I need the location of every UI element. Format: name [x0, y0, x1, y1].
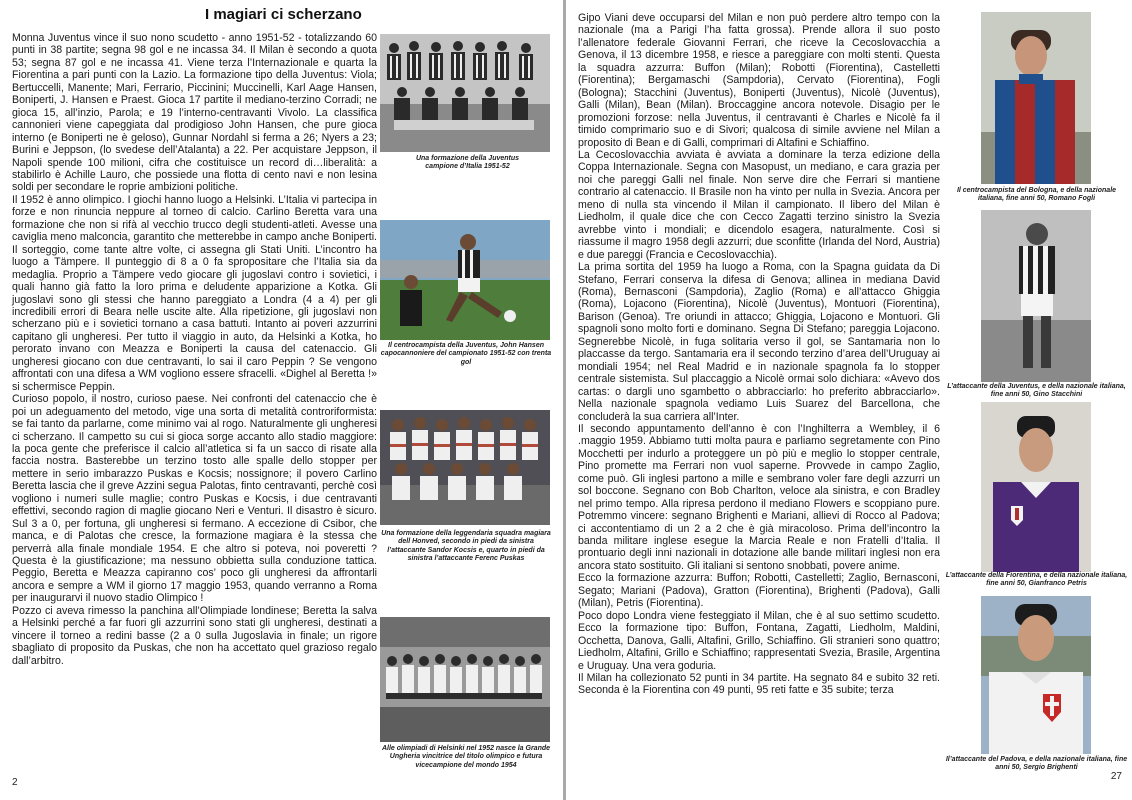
honved-team-photo [380, 410, 550, 525]
paragraph: Monna Juventus vince il suo nono scudetto - anno 1951-52 - totalizzando 60 punti in 38 partite; segna 98 gol e ne incassa 34. Il Milan è secondo a quota 53; segna 87 gol e ne incassa 41. Viene terza l’Internazionale e quarta la Fiorentina a pari punti con la Lazio. La formazione tipo della Juventus: Viola; Bertuccelli, Manente; Mari, Ferrario, Piccinini; Muccinelli, Karl Aage Hansen, Boniperti, J. Hansen e Praest. Gioca 17 partite il mediano-terzino Corradi; ne gioca 15, all’inzio, Parola; e 19 l’interno-centravanti Vivolo. La classifica cannonieri viene capeggiata dal prodigioso John Hansen, che pure gioca interno (e Boniperti ne è geloso), Gunnar Nordahl si ferma a 26; Nyers a 23; Burini e Jeppson, (lo svedese dell’Atalanta) a 22. Per acquistare Jeppson, il Napoli spende 100 milioni, cifra che costituisce un record di…liberalità: a stabilirlo è Achille Lauro, che possiede una flotta di cento navi e non lesina soldi per secondare le roprie ambizioni politiche. [12, 32, 377, 194]
photo-caption: L’attaccante della Fiorentina, e della nazionale italiana, fine anni 50, Gianfranco Petris [945, 572, 1128, 588]
paragraph: Il 1952 è anno olimpico. I giochi hanno luogo a Helsinki. L’Italia vi partecipa in forze e non rinuncia neppure al torneo di calcio. Carlino Beretta vara una formazione che non si rifà al vecchio trucco degli studenti-atleti. Avesse una caviglia meno malconcia, garantito che metterebbe in campo anche Boniperti. Il sorteggio, come tante altre volte, ci assegna gli Stati Uniti. L’incontro ha luogo a Tämpere. Il punteggio di 8 a 0 fa spropositare che l’Italia sia da medaglia. Proprio a Tämpere vedo giocare gli jugoslavi contro i sovietici, i quali hanno già fatto la loro prima e deludente apparizione a Kotka. Gli jugoslavi sono gli stessi che hanno pareggiato a Londra (4 a 4) per gli incredibili errori di Beara nelle uscite alte. Alla ripetizione, gli jugoslavi non scherzano più e i sovietici tornano a casa battuti. Intanto ai poveri azzurrini capitano gli ungheresi. Per tutto il viaggio in auto, da Helsinki a Kotka, ho perorato invano con Meazza e Boniperti la causa del catenaccio. Gli ungheresi giocano con due centravanti, lo sai il caro Peppin ? Se vengono affrontati con una difesa a WM vogliono essere sfracelli. «Dighel al Beretta !» si schermisce Peppin. [12, 193, 377, 393]
john-hansen-photo [380, 220, 550, 340]
helsinki-olympics-photo [380, 617, 550, 742]
paragraph: Poco dopo Londra viene festeggiato il Milan, che è al suo settimo scudetto. Ecco la formazione tipo: Buffon, Fontana, Zagatti, Liedholm, Maldini, Occhetta, Danova, Galli, Altafini, Grillo, Schiaffino. Gli stranieri sono quattro; Liedholm, Altafini, Grillo e Schiaffino; rappresentati Svezia, Brasile, Argentina e Uruguay. Una vera goduria. [578, 609, 940, 672]
photo-caption: Una formazione della leggendaria squadra magiara dell Honved, secondo in piedi da sinistra l’attaccante Sandor Kocsis e, quarto in piedi da sinistra l’attaccante Ferenc Puskas [381, 530, 551, 563]
gianfranco-petris-photo [981, 402, 1091, 572]
juventus-team-photo [380, 34, 550, 152]
paragraph: Ecco la formazione azzurra: Buffon; Robotti, Castelletti; Zaglio, Bernasconi, Segato; Mariani (Padova), Gratton (Fiorentina), Brighenti (Padova), Galli (Milan), Petris (Fiorentina). [578, 572, 940, 610]
paragraph: La prima sortita del 1959 ha luogo a Roma, con la Spagna guidata da Di Stefano, Ferrari conserva la difesa di Genova; allinea in mediana David (Roma), Bernasconi (Sampdoria), Zaglio (Roma) e all’attacco Ghiggia (Roma), Lojacono (Fiorentina), Nicolè (Juventus), Montuori (Fiorentina), Barison (Genoa). Tre oriundi in attacco; Ghiggia, Lojacono e Montuori. Gli spagnoli sono molto forti e dominano. Segna Di Stefano; pareggia Lojacono. Segnerebbe Nicolè, in fuga solitaria verso il gol, se Santamaria non lo placcasse da tergo. Santamaria era il secondo terzino d’area dell’Uruguay ai mondiali 1954; nel Real Madrid e in nazionale spagnola fa lo stopper centrale sistemista. Sul placcaggio a Nicolè ormai solo dichiara: «Avevo dos cartas: o dargli uno sgambetto o abbracciarlo: ho preferito abbracciarlo». Nella nazionale spagnola vediamo Luis Suarez del Barcellona, che concluderà la sua carriera all’Inter. [578, 261, 940, 423]
photo-caption: Alle olimpiadi di Helsinki nel 1952 nasce la Grande Ungheria vincitrice del titolo olimpico e futura vicecampione del mondo 1954 [381, 745, 551, 769]
photo-caption: Una formazione della Juventus campione d’Italia 1951-52 [415, 155, 520, 171]
photo-caption: L’attaccante della Juventus, e della nazionale italiana, fine anni 50, Gino Stacchini [947, 383, 1126, 399]
romano-fogli-photo [981, 12, 1091, 184]
page-number: 27 [1110, 771, 1122, 782]
sergio-brighenti-photo [981, 596, 1091, 754]
right-text-column [578, 12, 940, 697]
left-page [0, 0, 563, 800]
left-text-column [12, 32, 377, 667]
paragraph: Il Milan ha collezionato 52 punti in 34 partite. Ha segnato 84 e subito 32 reti. Seconda è la Fiorentina con 49 punti, 95 reti fatte e 35 subite; terza [578, 672, 940, 697]
gino-stacchini-photo [981, 210, 1091, 382]
paragraph: La Cecoslovacchia avviata è avviata a dominare la terza edizione della Coppa Internazionale. Segna con Masopust, un mediano, e cara grazia per noi che pareggi Galli nel finale. Non serve dire che Ferrari si mantiene contrario al catenaccio. Il Brasile non ha vinto per nulla in Svezia. Ancora per meno di nulla sta vincendo il Milan il campionato. Il libero del Milan è Liedholm, il quale dice che con Cecco Zagatti terzino sinistro la Svezia avrebbe vinto i mondiali; e dicendolo esagera, naturalmente. Così si riassume il magro 1958 degli azzurri; due sconfitte (Irlanda del Nord, Austria) e due pareggi (Francia e Cecoslovacchia). [578, 148, 940, 261]
paragraph: Gipo Viani deve occuparsi del Milan e non può perdere altro tempo con la nazionale (ma a Parigi l’ha fatta grossa). Prende allora il suo posto l’allenatore federale Giovanni Ferrari, che riceve la Cecoslovacchia a Genova, il 13 dicembre 1958, e riesce a pareggiare con molti stenti. Questa la squadra azzurra: Buffon (Milan); Robotti (Fiorentina), Castelletti (Fiorentina); Bergamaschi (Sampdoria), Cervato (Fiorentina), Fogli (Bologna); Stacchini (Juventus), Boniperti (Juventus), Nicolè (Juventus), Galli (Milan), Bean (Milan). Broccaggine ancora notevole. Disagio per le promozioni forzose: nella Juventus, il centravanti è Charles e Nicolè fa il timido comprimario suo e di Sivori; qualcosa di simile avviene nel Milan a proposito di Bean e di Galli, comprimari di Altafini e Schiaffino. [578, 12, 940, 149]
page-number: 2 [12, 777, 18, 788]
paragraph: Curioso popolo, il nostro, curioso paese. Nei confronti del catenaccio che è poi un adeguamento del metodo, vige una sorta di metalità controriformista: se fai tanto da parlarne, come minimo vai al rogo. Naturalmente gli ungheresi ci scherzano. Il campetto su cui si gioca sorge accanto allo stadio maggiore: la poca gente che preferisce il calcio all’atletica si fa un sacco di risate alla faccia nostra. Basterebbe un terzino tosto alle spalle dello stopper per mettere in serio imbarazzo Puskas e Kocsis; nossignore; il povero Carlino Beretta lascia che il greve Azzini segua Palotas, finto centravanti, perchè così vogliono i numeri sulle maglie; contro Puskas e Kocsis, i due centravanti effettivi, secondo ragion di maglie giocano Neri e Venturi. Il disastro è sicuro. Sul 3 a 0, per fortuna, gli ungheresi si fermano. A eccezione di Csibor, che manca, e di Palotas che cresce, la formazione magiara è la stessa che perverrà alla finale mondiale 1954. E che altro si poteva, noi poveretti ? Questa è la giustificazione; ma nessuno obbietta sulla conduzione tattica. Peggio, Beretta e Meazza capiranno cos’ poco gli ungheresi da affrontarli ancora e sempre a WM il giorno 17 maggio 1953, quando verranno a Roma per inaugurarvi il nuovo stadio Olimpico ! [12, 393, 377, 605]
right-page [566, 0, 1132, 800]
article-title: I magiari ci scherzano [205, 6, 362, 23]
paragraph: Pozzo ci aveva rimesso la panchina all’Olimpiade londinese; Beretta la salva a Helsinki perché a far fuori gli azzurrini sono stati gli ungheresi, destinati a vincere il torneo a redini basse (2 a 0 sulla Jugoslavia in finale; un rigore sbagliato di proposito da Puskas, che non ha accettato quel grazioso regalo dall’arbitro. [12, 604, 377, 667]
paragraph: Il secondo appuntamento dell’anno è con l’Inghilterra a Wembley, il 6 .maggio 1959. Abbiamo tutti molta paura e parliamo segretamente con Pino Mocchetti per indurlo a proteggere un pò più e meglio lo stopper centrale, Pino promette ma Ferrari non vuol saperne. Provvede in campo Zaglio, come può. Gli inglesi partono a mille e sembrano voler fare degli azzurri un sol boccone. Segnano con Bob Charlton, veloce ala sinistra, e con Bradley nel primo tempo. Alla ripresa perdono il mediano Flowers e scoppiano pure. Potremmo vincere: segnano Brighenti e Mariani, allievi di Rocco al Padova; ci accontentiamo di un 2 a 2 che è già miracoloso. Prima dell’incontro la banda militare inglese esegue la Marcia Reale e non Fratelli d’Italia. Il prontuario degli inni nazionali in dotazione alle bande militari inglesi non era ancora stato sostituito. Gli italiani si sentono snobbati, povere anime. [578, 422, 940, 572]
photo-caption: Il’attaccante del Padova, e della nazionale italiana, fine anni 50, Sergio Brighenti [945, 756, 1128, 772]
photo-caption: Il centrocampista del Bologna, e della nazionale italiana, fine anni 50, Romano Fogli [956, 187, 1117, 203]
photo-caption: Il centrocampista della Juventus, John Hansen capocannoniere del campionato 1951-52 con trenta gol [380, 342, 552, 366]
